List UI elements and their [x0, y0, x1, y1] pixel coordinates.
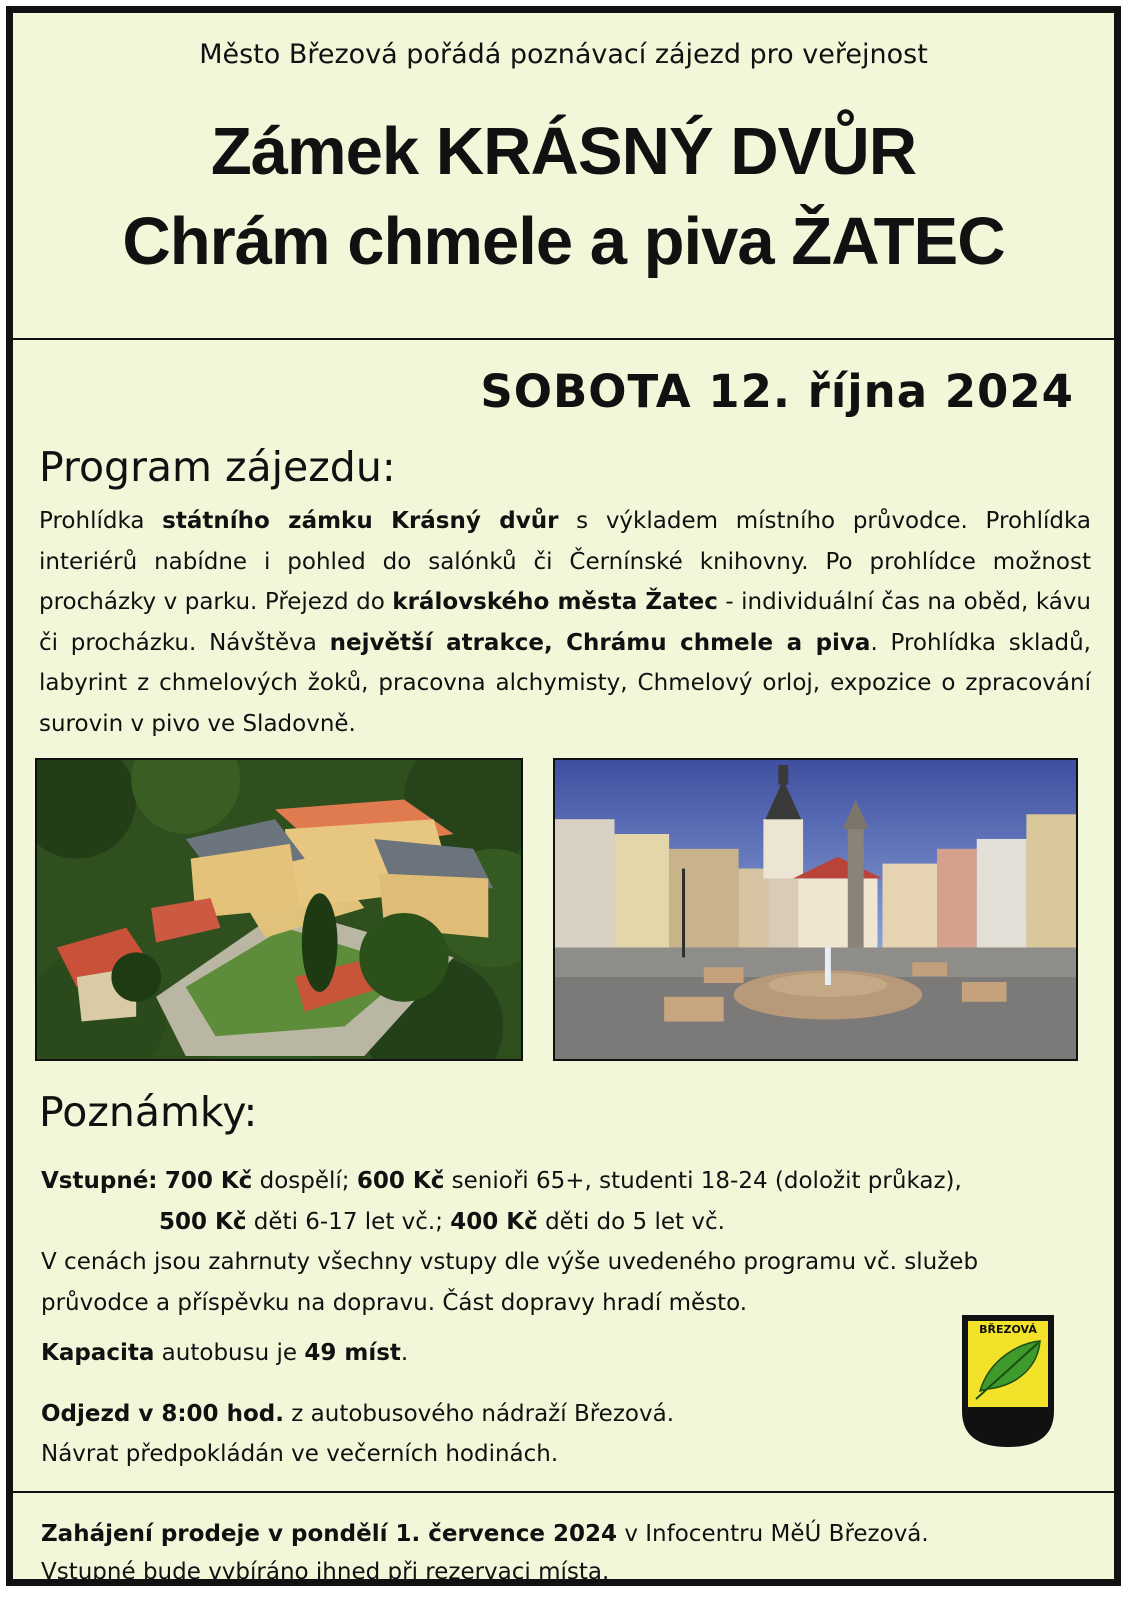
program-text — [39, 501, 1091, 744]
price-senior: 600 Kč — [356, 1168, 445, 1194]
title-line-2: Chrám chmele a piva ŽATEC — [122, 204, 1005, 279]
sale-rest: v Infocentru MěÚ Březová. — [617, 1521, 929, 1547]
footer — [41, 1515, 929, 1591]
capacity-mid: autobusu je — [154, 1340, 305, 1366]
price-small-child-desc: děti do 5 let vč. — [537, 1208, 725, 1235]
departure-rest: z autobusového nádraží Březová. — [283, 1400, 674, 1427]
program-text-1: Prohlídka — [39, 508, 163, 534]
price-small-child: 400 Kč — [450, 1208, 538, 1235]
poster — [6, 6, 1121, 1586]
reservation-line: Vstupné bude vybíráno ihned při rezervaci místa. — [41, 1559, 610, 1585]
capacity-line — [41, 1333, 1041, 1374]
capacity-end: . — [400, 1340, 409, 1366]
included-line-2: průvodce a příspěvku na dopravu. Část dopravy hradí město. — [41, 1289, 748, 1316]
price-senior-desc: senioři 65+, studenti 18-24 (doložit průkaz), — [444, 1168, 962, 1194]
program-bold-attraction: největší atrakce, Chrámu chmele a piva — [329, 629, 871, 656]
notes-heading: Poznámky: — [39, 1088, 258, 1136]
castle-photo — [35, 758, 523, 1061]
departure-line — [41, 1394, 1041, 1435]
notes-section — [41, 1161, 1041, 1475]
title-line-1: Zámek KRÁSNÝ DVŮR — [210, 114, 917, 189]
brezova-crest — [960, 1313, 1056, 1449]
program-text-4: . Prohlídka skladů, labyrint z chmelových žoků, pracovna alchymisty, Chmelový orloj, expozice o zpracování surovin v pivo ve Sladovně. — [39, 629, 1091, 737]
sale-line — [41, 1515, 929, 1553]
program-heading: Program zájezdu: — [39, 443, 396, 491]
sale-label: Zahájení prodeje v pondělí 1. července 2024 — [41, 1521, 618, 1547]
program-bold-town: královského města Žatec — [392, 589, 718, 615]
price-line-1 — [41, 1161, 1041, 1202]
program-bold-castle: státního zámku Krásný dvůr — [162, 508, 559, 534]
price-line-2 — [41, 1202, 1041, 1243]
price-adult: 700 Kč — [164, 1168, 253, 1194]
price-child-desc: děti 6-17 let vč.; — [246, 1208, 451, 1235]
price-child: 500 Kč — [159, 1208, 247, 1235]
capacity-label: Kapacita — [41, 1340, 155, 1366]
capacity-value: 49 míst — [304, 1340, 401, 1366]
entry-label: Vstupné: — [41, 1168, 158, 1194]
crest-label: BŘEZOVÁ — [979, 1323, 1037, 1336]
return-line: Návrat předpokládán ve večerních hodinách. — [41, 1441, 559, 1467]
program-text-3: - individuální čas na oběd, kávu či procházku. Návštěva — [39, 589, 1092, 656]
departure-label: Odjezd v 8:00 hod. — [41, 1400, 284, 1427]
intro-line: Město Březová pořádá poznávací zájezd pro veřejnost — [199, 39, 928, 70]
zatec-square-photo — [553, 758, 1078, 1061]
included-line-1: V cenách jsou zahrnuty všechny vstupy dle výše uvedeného programu vč. služeb — [41, 1249, 979, 1275]
divider-top — [13, 338, 1114, 340]
program-text-2: s výkladem místního průvodce. Prohlídka interiérů nabídne i pohled do salónků či Černínské knihovny. Po prohlídce možnost procházky v parku. Přejezd do — [39, 508, 1091, 615]
event-date: SOBOTA 12. října 2024 — [480, 365, 1074, 418]
price-adult-desc: dospělí; — [252, 1168, 357, 1194]
divider-bottom — [13, 1491, 1114, 1493]
